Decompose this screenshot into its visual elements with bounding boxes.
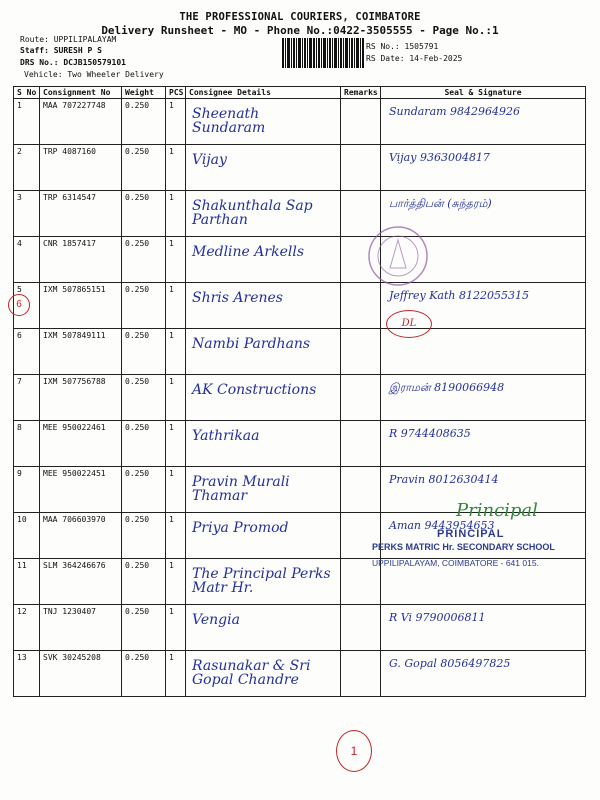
weight-cell: 0.250 [122, 559, 166, 605]
signature-cell: Pravin 8012630414 [381, 467, 586, 513]
consignee-cell: Yathrikaa [186, 421, 341, 467]
consignment-cell: MEE 950022451 [40, 467, 122, 513]
pcs-cell: 1 [166, 99, 186, 145]
table-row [14, 329, 586, 375]
table-header-row [14, 87, 586, 99]
pcs-cell: 1 [166, 191, 186, 237]
page-circle-mark: 1 [336, 730, 372, 772]
remarks-cell [341, 605, 381, 651]
company-title: THE PROFESSIONAL COURIERS, COIMBATORE [179, 11, 421, 23]
route-label: Route: [20, 35, 49, 44]
consignment-cell: CNR 1857417 [40, 237, 122, 283]
consignee-cell: Vijay [186, 145, 341, 191]
signature-cell: G. Gopal 8056497825 [381, 651, 586, 697]
consignment-cell: SLM 364246676 [40, 559, 122, 605]
rs-no-label: RS No.: [366, 42, 400, 51]
sno-cell: 9 [14, 467, 40, 513]
pcs-cell: 1 [166, 559, 186, 605]
weight-cell: 0.250 [122, 191, 166, 237]
weight-cell: 0.250 [122, 145, 166, 191]
consignment-cell: IXM 507756788 [40, 375, 122, 421]
sno-cell: 3 [14, 191, 40, 237]
sno-cell: 13 [14, 651, 40, 697]
consignee-cell: Pravin Murali Thamar [186, 467, 341, 513]
signature-cell: Sundaram 9842964926 [381, 99, 586, 145]
vehicle-label: Vehicle: [24, 70, 63, 79]
col-sno: S No [14, 87, 40, 99]
signature-cell: Jeffrey Kath 8122055315 [381, 283, 586, 329]
remarks-cell [341, 329, 381, 375]
consignee-cell: Shris Arenes [186, 283, 341, 329]
consignment-cell: TRP 6314547 [40, 191, 122, 237]
weight-cell: 0.250 [122, 605, 166, 651]
pcs-cell: 1 [166, 145, 186, 191]
consignment-cell: IXM 507865151 [40, 283, 122, 329]
consignee-cell: Shakunthala Sap Parthan [186, 191, 341, 237]
table-row [14, 191, 586, 237]
consignment-cell: MEE 950022461 [40, 421, 122, 467]
remarks-cell [341, 467, 381, 513]
drs-label: DRS No.: [20, 58, 59, 67]
rs-date-value: 14-Feb-2025 [409, 54, 463, 63]
sno-cell: 2 [14, 145, 40, 191]
barcode [282, 38, 364, 68]
sno-cell: 6 [14, 329, 40, 375]
pcs-cell: 1 [166, 375, 186, 421]
remarks-cell [341, 651, 381, 697]
weight-cell: 0.250 [122, 237, 166, 283]
rs-no-value: 1505791 [404, 42, 439, 51]
signature-cell: Aman 9443954653 [381, 513, 586, 559]
staff-label: Staff: [20, 46, 49, 55]
sno-cell: 8 [14, 421, 40, 467]
weight-cell: 0.250 [122, 513, 166, 559]
dl-badge: DL [386, 310, 432, 338]
weight-cell: 0.250 [122, 283, 166, 329]
table-row [14, 145, 586, 191]
rs-no-line [366, 42, 438, 51]
consignee-cell: Priya Promod [186, 513, 341, 559]
signature-cell: பார்த்திபன் (சுந்தரம்) [381, 191, 586, 237]
staff-value: SURESH P S [53, 46, 102, 55]
sno-cell: 10 [14, 513, 40, 559]
rs-date-label: RS Date: [366, 54, 405, 63]
weight-cell: 0.250 [122, 651, 166, 697]
weight-cell: 0.250 [122, 375, 166, 421]
table-row [14, 375, 586, 421]
consignment-cell: MAA 706603970 [40, 513, 122, 559]
remarks-cell [341, 99, 381, 145]
vehicle-line [24, 70, 164, 79]
col-pcs: PCS [166, 87, 186, 99]
consignment-cell: TRP 4087160 [40, 145, 122, 191]
signature-cell: R 9744408635 [381, 421, 586, 467]
col-weight: Weight [122, 87, 166, 99]
col-remarks: Remarks [341, 87, 381, 99]
consignee-cell: Nambi Pardhans [186, 329, 341, 375]
consignee-cell: Vengia [186, 605, 341, 651]
remarks-cell [341, 375, 381, 421]
table-row [14, 99, 586, 145]
vehicle-value: Two Wheeler Delivery [67, 70, 164, 79]
row6-circle-mark: 6 [8, 294, 30, 316]
table-row [14, 421, 586, 467]
runsheet-title: Delivery Runsheet - MO - Phone No.:0422-3505555 - Page No.:1 [101, 24, 499, 37]
weight-cell: 0.250 [122, 99, 166, 145]
drs-line [20, 58, 126, 67]
consignment-cell: MAA 707227748 [40, 99, 122, 145]
weight-cell: 0.250 [122, 467, 166, 513]
consignment-cell: IXM 507849111 [40, 329, 122, 375]
pcs-cell: 1 [166, 283, 186, 329]
pcs-cell: 1 [166, 421, 186, 467]
company-seal-stamp [366, 224, 430, 288]
consignee-cell: AK Constructions [186, 375, 341, 421]
drs-value: DCJB150579101 [63, 58, 126, 67]
table-row [14, 651, 586, 697]
pcs-cell: 1 [166, 467, 186, 513]
route-value: UPPILIPALAYAM [53, 35, 117, 44]
sno-cell: 5 [14, 283, 40, 329]
consignee-cell: The Principal Perks Matr Hr. [186, 559, 341, 605]
sno-cell: 11 [14, 559, 40, 605]
sno-cell: 12 [14, 605, 40, 651]
green-principal-signature: Principal [456, 500, 538, 521]
table-row [14, 605, 586, 651]
consignment-cell: SVK 30245208 [40, 651, 122, 697]
route-line [20, 35, 116, 44]
stamp-school-address: UPPILIPALAYAM, COIMBATORE - 641 015. [372, 558, 539, 568]
col-signature: Seal & Signature [381, 87, 586, 99]
remarks-cell [341, 283, 381, 329]
table-row [14, 283, 586, 329]
pcs-cell: 1 [166, 651, 186, 697]
col-consignment: Consignment No [40, 87, 122, 99]
signature-cell: R Vi 9790006811 [381, 605, 586, 651]
sno-cell: 7 [14, 375, 40, 421]
signature-cell: இராமன் 8190066948 [381, 375, 586, 421]
pcs-cell: 1 [166, 605, 186, 651]
table-row [14, 237, 586, 283]
consignee-cell: Rasunakar & Sri Gopal Chandre [186, 651, 341, 697]
signature-cell: Vijay 9363004817 [381, 145, 586, 191]
weight-cell: 0.250 [122, 421, 166, 467]
remarks-cell [341, 421, 381, 467]
pcs-cell: 1 [166, 237, 186, 283]
stamp-school-name: PERKS MATRIC Hr. SECONDARY SCHOOL [372, 542, 555, 552]
rs-date-line [366, 54, 462, 63]
remarks-cell [341, 145, 381, 191]
weight-cell: 0.250 [122, 329, 166, 375]
sno-cell: 1 [14, 99, 40, 145]
consignee-cell: Sheenath Sundaram [186, 99, 341, 145]
consignment-cell: TNJ 1230407 [40, 605, 122, 651]
pcs-cell: 1 [166, 329, 186, 375]
stamp-principal: PRINCIPAL [437, 528, 505, 540]
pcs-cell: 1 [166, 513, 186, 559]
consignee-cell: Medline Arkells [186, 237, 341, 283]
sno-cell: 4 [14, 237, 40, 283]
runsheet-table [13, 86, 586, 697]
col-consignee: Consignee Details [186, 87, 341, 99]
staff-line [20, 46, 102, 55]
